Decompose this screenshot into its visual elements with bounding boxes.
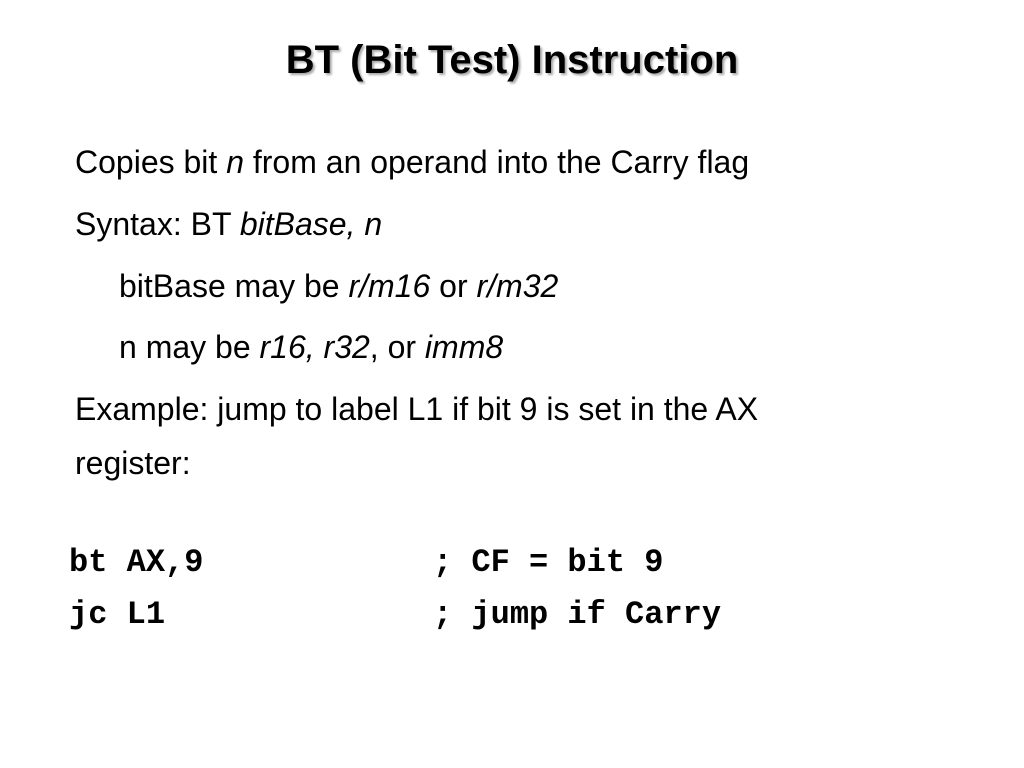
italic-text-run: bitBase, n [239,206,383,242]
italic-text-run: imm8 [424,329,504,365]
text-run: , or [369,329,425,365]
text-run: Example: jump to label L1 if bit 9 is set in the AX [75,391,759,427]
sub-bullet-bitbase [119,260,558,312]
italic-text-run: n [226,144,244,180]
text-run: n may be [119,329,260,365]
italic-text-run: r/m32 [476,268,559,304]
text-run: from an operand into the Carry flag [243,144,750,180]
italic-text-run: r/m16 [348,268,431,304]
code-line-bt [69,543,663,583]
text-run: or [430,268,477,304]
bullet-syntax [75,198,382,250]
text-run: bitBase may be [119,268,349,304]
text-run: Copies bit [75,144,227,180]
code-instruction: jc L1 [69,596,166,633]
code-comment: ; CF = bit 9 [433,544,664,581]
code-instruction: bt AX,9 [69,544,204,581]
sub-bullet-n [119,321,503,373]
bullet-copies-bit [75,136,749,188]
slide-title: BT (Bit Test) Instruction [285,38,739,82]
code-comment: ; jump if Carry [433,596,722,633]
italic-text-run: r16, r32 [259,329,370,365]
bullet-example-continued [75,437,191,489]
text-run: Syntax: BT [75,206,240,242]
text-run: register: [75,445,191,481]
code-line-jc [69,595,721,635]
bullet-example [75,383,758,435]
